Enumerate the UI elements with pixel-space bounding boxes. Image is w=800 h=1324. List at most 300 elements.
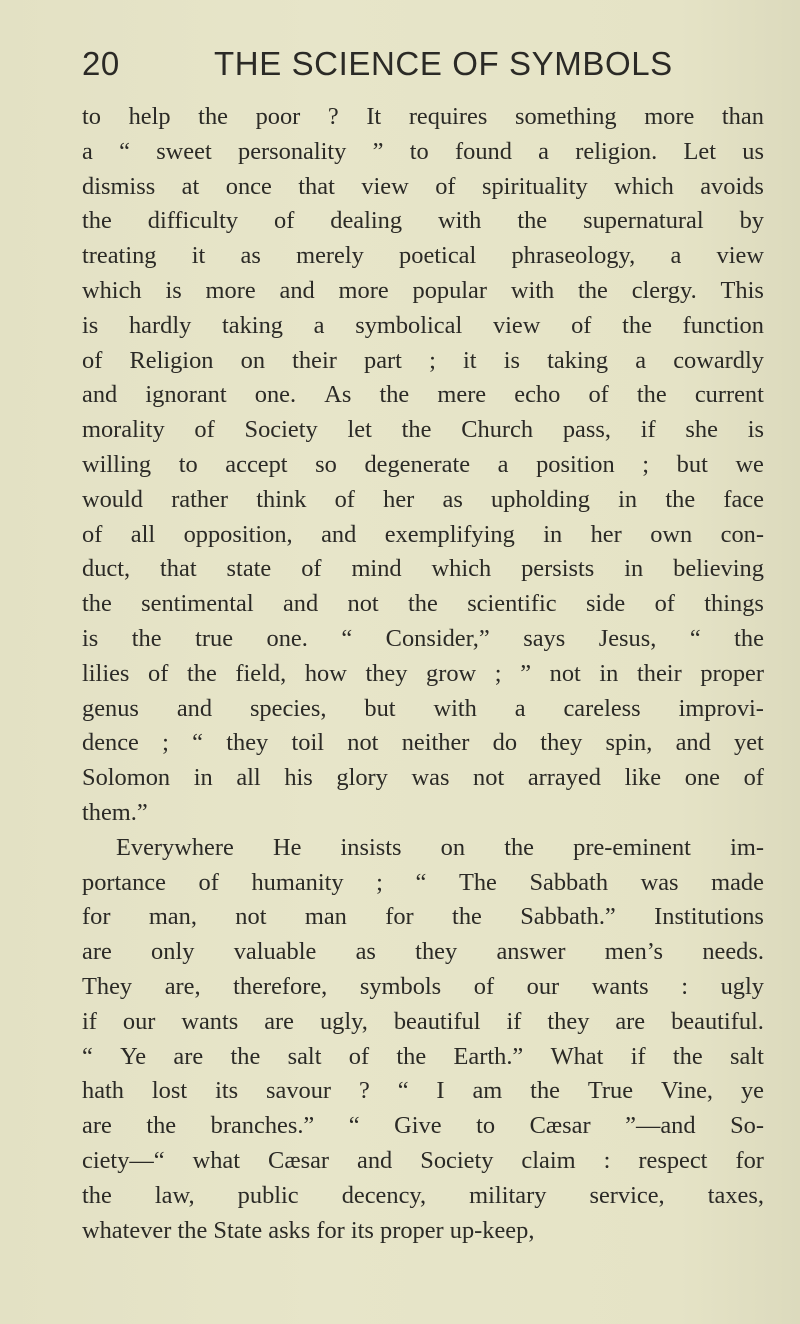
word: :: [603, 1146, 611, 1174]
word: are: [264, 1007, 295, 1035]
word: is: [165, 276, 182, 304]
word: one: [684, 764, 720, 792]
page-number: 20: [82, 45, 120, 82]
word: What: [550, 1042, 604, 1070]
word: mere: [437, 381, 487, 409]
word: the: [82, 590, 112, 618]
word: the: [230, 1042, 261, 1070]
text-line: [82, 1109, 764, 1144]
word: more: [644, 103, 695, 130]
word: of: [654, 590, 675, 618]
word: is: [503, 346, 520, 374]
word: military: [469, 1181, 547, 1209]
word: and: [176, 694, 213, 722]
word: He: [272, 833, 302, 861]
word: ;: [494, 659, 502, 687]
word: ciety—“: [82, 1146, 165, 1174]
word: her: [590, 520, 622, 548]
word: than: [721, 103, 764, 130]
word: As: [324, 381, 352, 409]
word: do: [492, 729, 518, 757]
word: answer: [496, 938, 566, 966]
word: part: [364, 346, 402, 374]
word: difficulty: [147, 207, 239, 235]
text-line: [82, 796, 764, 831]
word: it: [462, 346, 477, 374]
word: but: [676, 450, 708, 478]
word: are: [615, 1007, 646, 1035]
word: Institutions: [654, 903, 764, 931]
word: not: [473, 764, 505, 792]
word: lost: [151, 1077, 188, 1105]
word: not: [235, 903, 267, 931]
word: and: [282, 590, 319, 618]
text-line: [82, 1144, 764, 1179]
word: Ye: [120, 1042, 147, 1070]
word: for: [385, 903, 414, 931]
word: our: [526, 972, 560, 1000]
word: for: [735, 1146, 764, 1174]
word: are: [82, 938, 112, 966]
word: insists: [340, 833, 402, 861]
word: rather: [171, 485, 229, 513]
word: they: [540, 729, 583, 757]
word: of: [301, 555, 322, 583]
word: the: [186, 659, 217, 687]
word: on: [240, 346, 266, 374]
word: the: [665, 485, 696, 513]
word: beautiful: [393, 1007, 481, 1035]
word: Cæsar: [268, 1146, 330, 1174]
word: is: [82, 311, 99, 339]
word: let: [347, 416, 372, 444]
word: she: [685, 416, 718, 444]
word: the: [504, 833, 534, 861]
word: of: [435, 172, 456, 200]
word: ”: [372, 137, 384, 165]
word: is: [82, 624, 99, 652]
word: Everywhere: [116, 833, 234, 861]
page-header: [82, 44, 742, 84]
word: dealing: [330, 207, 403, 235]
word: “: [415, 868, 427, 896]
word: the: [82, 1181, 112, 1209]
word: made: [711, 868, 764, 896]
word: of: [82, 520, 103, 548]
word: “: [82, 1042, 93, 1070]
line-text: whatever the State asks for its proper up-keep,: [82, 1216, 535, 1244]
word: popular: [412, 276, 488, 304]
word: “: [348, 1112, 360, 1140]
word: toil: [291, 729, 325, 757]
word: to: [82, 103, 101, 130]
word: symbols: [359, 972, 442, 1000]
word: not: [549, 659, 581, 687]
word: they: [226, 729, 269, 757]
word: of: [198, 868, 219, 896]
text-line: [82, 657, 764, 692]
word: state: [226, 555, 272, 583]
word: in: [193, 764, 213, 792]
word: beautiful.: [671, 1007, 764, 1035]
word: help: [128, 103, 171, 130]
word: ;: [429, 346, 436, 374]
word: cowardly: [673, 346, 764, 374]
word: in: [543, 520, 563, 548]
word: treating: [82, 242, 157, 270]
word: with: [438, 207, 482, 235]
word: Jesus,: [598, 624, 657, 652]
word: therefore,: [233, 972, 328, 1000]
word: scientific: [467, 590, 557, 618]
body-text: [82, 100, 764, 1248]
word: was: [411, 764, 450, 792]
word: duct,: [82, 555, 131, 583]
word: merely: [296, 242, 364, 270]
word: that: [298, 172, 335, 200]
word: ugly: [720, 972, 764, 1000]
word: savour: [266, 1077, 332, 1105]
word: side: [585, 590, 626, 618]
word: Cæsar: [529, 1112, 591, 1140]
word: on: [440, 833, 466, 861]
text-line: [82, 622, 764, 657]
word: view: [361, 172, 409, 200]
word: valuable: [233, 938, 317, 966]
word: branches.”: [210, 1112, 315, 1140]
word: like: [624, 764, 662, 792]
word: the: [734, 624, 764, 652]
word: and: [279, 276, 315, 304]
word: morality: [82, 416, 165, 444]
word: their: [292, 346, 337, 374]
word: a: [635, 346, 647, 374]
word: only: [151, 938, 195, 966]
word: the: [146, 1112, 177, 1140]
word: us: [742, 137, 764, 165]
text-line: [82, 344, 764, 379]
word: dence: [82, 729, 139, 757]
word: Earth.”: [453, 1042, 524, 1070]
text-line: [82, 761, 764, 796]
word: personality: [238, 137, 347, 165]
word: echo: [514, 381, 561, 409]
word: clergy.: [631, 276, 697, 304]
text-line: [82, 100, 764, 135]
word: improvi-: [678, 694, 764, 722]
word: the: [672, 1042, 703, 1070]
word: Religion: [129, 346, 214, 374]
word: Sabbath.”: [520, 903, 616, 931]
word: So-: [730, 1112, 764, 1140]
running-title: THE SCIENCE OF SYMBOLS: [214, 45, 673, 82]
text-line: [82, 448, 764, 483]
text-line: [82, 239, 764, 274]
word: the: [517, 207, 548, 235]
word: claim: [521, 1146, 576, 1174]
word: to: [476, 1112, 496, 1140]
word: ”: [520, 659, 532, 687]
word: if: [630, 1042, 646, 1070]
line-text: them.”: [82, 798, 148, 826]
word: one.: [266, 624, 308, 652]
word: we: [735, 450, 764, 478]
word: a: [538, 137, 549, 165]
text-line: [82, 1040, 764, 1075]
word: mind: [351, 555, 402, 583]
text-line: [82, 483, 764, 518]
word: accept: [225, 450, 288, 478]
word: how: [304, 659, 347, 687]
word: it: [191, 242, 206, 270]
word: once: [225, 172, 272, 200]
word: men’s: [604, 938, 664, 966]
text-line: [82, 413, 764, 448]
word: salt: [730, 1042, 764, 1070]
word: view: [716, 242, 764, 270]
text-line: [82, 274, 764, 309]
word: wants: [591, 972, 649, 1000]
text-line: [82, 1179, 764, 1214]
word: glory: [336, 764, 388, 792]
word: neither: [401, 729, 470, 757]
word: not: [347, 590, 379, 618]
word: in: [624, 555, 644, 583]
word: the: [530, 1077, 560, 1105]
word: degenerate: [364, 450, 471, 478]
text-line: [82, 552, 764, 587]
word: are: [82, 1112, 112, 1140]
word: to: [178, 450, 198, 478]
word: taking: [222, 311, 283, 339]
word: says: [523, 624, 566, 652]
word: grow: [426, 659, 477, 687]
text-line: [82, 935, 764, 970]
word: humanity: [251, 868, 344, 896]
word: needs.: [702, 938, 764, 966]
word: and: [357, 1146, 393, 1174]
word: think: [256, 485, 307, 513]
word: are,: [164, 972, 201, 1000]
word: This: [720, 276, 764, 304]
word: if: [82, 1007, 97, 1035]
word: The: [458, 868, 497, 896]
word: are: [173, 1042, 204, 1070]
word: field,: [235, 659, 287, 687]
word: one.: [254, 381, 297, 409]
word: decency,: [341, 1181, 427, 1209]
word: of: [194, 416, 215, 444]
word: current: [694, 381, 764, 409]
word: of: [348, 1042, 370, 1070]
text-line: [82, 587, 764, 622]
word: a: [313, 311, 325, 339]
word: con-: [720, 520, 764, 548]
word: they: [415, 938, 458, 966]
word: True: [587, 1077, 634, 1105]
word: I: [436, 1077, 445, 1105]
word: Church: [461, 416, 534, 444]
word: im-: [730, 833, 764, 861]
word: the: [131, 624, 162, 652]
word: so: [315, 450, 337, 478]
word: respect: [638, 1146, 708, 1174]
text-line: [82, 900, 764, 935]
word: sentimental: [141, 590, 254, 618]
word: position: [536, 450, 615, 478]
word: the: [452, 903, 482, 931]
word: “: [192, 729, 203, 757]
word: supernatural: [583, 207, 704, 235]
word: pre-eminent: [573, 833, 691, 861]
word: Vine,: [660, 1077, 714, 1105]
word: ;: [376, 868, 383, 896]
word: law,: [154, 1181, 195, 1209]
word: requires: [408, 103, 488, 130]
word: genus: [82, 694, 139, 722]
word: of: [82, 346, 103, 374]
text-line: [82, 518, 764, 553]
word: its: [215, 1077, 239, 1105]
word: something: [514, 103, 617, 130]
word: “: [119, 137, 130, 165]
word: all: [236, 764, 261, 792]
word: careless: [563, 694, 641, 722]
word: proper: [700, 659, 764, 687]
word: poor: [255, 103, 301, 130]
word: the: [82, 207, 112, 235]
word: and: [321, 520, 357, 548]
word: view: [492, 311, 541, 339]
word: Give: [394, 1112, 442, 1140]
word: true: [195, 624, 234, 652]
text-line: [82, 866, 764, 901]
text-line: [82, 1214, 764, 1249]
word: spirituality: [482, 172, 588, 200]
word: a: [514, 694, 526, 722]
word: what: [192, 1146, 241, 1174]
word: :: [681, 972, 689, 1000]
word: of: [473, 972, 495, 1000]
word: function: [682, 311, 764, 339]
word: “: [341, 624, 353, 652]
word: a: [497, 450, 509, 478]
word: as: [442, 485, 463, 513]
word: things: [704, 590, 764, 618]
word: ”—and: [625, 1112, 696, 1140]
word: dismiss: [82, 172, 156, 200]
word: arrayed: [527, 764, 601, 792]
word: in: [599, 659, 619, 687]
word: the: [578, 276, 608, 304]
word: of: [274, 207, 295, 235]
word: of: [148, 659, 169, 687]
word: avoids: [700, 172, 764, 200]
word: service,: [589, 1181, 665, 1209]
word: It: [366, 103, 382, 130]
word: face: [723, 485, 764, 513]
word: the: [379, 381, 410, 409]
word: spin,: [605, 729, 653, 757]
word: man,: [148, 903, 197, 931]
word: is: [747, 416, 764, 444]
word: more: [338, 276, 389, 304]
word: our: [122, 1007, 156, 1035]
word: phraseology,: [511, 242, 636, 270]
text-line: [82, 692, 764, 727]
text-line: [82, 135, 764, 170]
text-line: [82, 1005, 764, 1040]
word: “: [689, 624, 701, 652]
word: which: [431, 555, 492, 583]
word: a: [670, 242, 682, 270]
word: of: [588, 381, 609, 409]
word: lilies: [82, 659, 130, 687]
word: the: [396, 1042, 427, 1070]
word: ?: [327, 103, 339, 130]
text-line: [82, 204, 764, 239]
word: their: [637, 659, 682, 687]
text-line: [82, 831, 764, 866]
word: of: [334, 485, 355, 513]
text-line: [82, 1074, 764, 1109]
word: ;: [162, 729, 169, 757]
word: opposition,: [183, 520, 293, 548]
word: They: [82, 972, 133, 1000]
word: the: [408, 590, 438, 618]
word: Sabbath: [529, 868, 609, 896]
word: more: [205, 276, 256, 304]
word: Society: [244, 416, 318, 444]
word: if: [640, 416, 656, 444]
word: Consider,”: [385, 624, 490, 652]
text-line: [82, 309, 764, 344]
word: was: [640, 868, 679, 896]
text-line: [82, 970, 764, 1005]
word: wants: [181, 1007, 239, 1035]
word: ye: [740, 1077, 764, 1105]
word: to: [409, 137, 429, 165]
word: which: [82, 276, 142, 304]
word: a: [82, 137, 93, 165]
word: his: [284, 764, 313, 792]
word: willing: [82, 450, 152, 478]
word: the: [198, 103, 228, 130]
word: ugly,: [319, 1007, 368, 1035]
word: for: [82, 903, 111, 931]
word: found: [455, 137, 512, 165]
word: own: [650, 520, 693, 548]
word: in: [618, 485, 638, 513]
word: religion.: [575, 137, 658, 165]
word: Let: [683, 137, 717, 165]
word: not: [347, 729, 379, 757]
word: ?: [358, 1077, 370, 1105]
text-line: [82, 378, 764, 413]
word: the: [636, 381, 667, 409]
word: and: [675, 729, 711, 757]
word: taking: [547, 346, 609, 374]
word: as: [240, 242, 261, 270]
word: the: [401, 416, 432, 444]
word: sweet: [156, 137, 212, 165]
word: pass,: [562, 416, 611, 444]
word: upholding: [491, 485, 590, 513]
text-line: [82, 170, 764, 205]
word: species,: [249, 694, 327, 722]
word: at: [181, 172, 200, 200]
word: hath: [82, 1077, 124, 1105]
